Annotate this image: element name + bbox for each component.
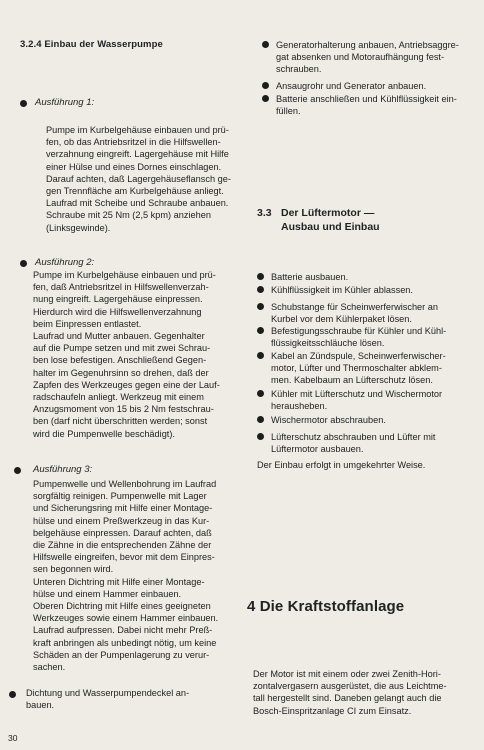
- text-line: sorgfältig reinigen. Pumpenwelle mit Lager: [33, 491, 207, 502]
- text-line: hülse und einem Preßwerkzeug in das Kur-: [33, 515, 210, 526]
- text-line: fen, daß Antriebsritzel in Hilfswellenverzah-: [33, 282, 209, 293]
- text-line: Befestigungsschraube für Kühler und Kühl-: [271, 326, 447, 336]
- text-line: fen, ob das Antriebsritzel in die Hilfswellen-: [46, 137, 221, 148]
- final-step-text: [26, 687, 251, 711]
- list-item-text: [276, 93, 484, 117]
- text-line: verzahnung eingreift. Lagergehäuse mit Hilfe: [46, 149, 229, 160]
- text-line: motor, Lüfter und Thermoschalter abklem-: [271, 363, 442, 374]
- variant-1-label: Ausführung 1:: [35, 97, 95, 108]
- text-line: füllen.: [276, 106, 301, 117]
- text-line: Pumpenwelle und Wellenbohrung im Laufrad: [33, 479, 217, 489]
- text-line: gat absenken und Motoraufhängung fest-: [276, 52, 445, 63]
- list-item-text: [271, 325, 484, 349]
- text-line: Schubstange für Scheinwerferwischer an: [271, 302, 438, 312]
- text-line: beim Einpressen entlastet.: [33, 318, 142, 329]
- bullet-icon: [257, 286, 264, 293]
- list-item: [257, 301, 484, 325]
- text-line: Der Motor ist mit einem oder zwei Zenith-Hori-: [253, 669, 441, 679]
- text-line: gen Trennfläche am Kurbelgehäuse anliegt.: [46, 186, 224, 197]
- closing-text: Der Einbau erfolgt in umgekehrter Weise.: [257, 460, 426, 470]
- text-line: halter im Gegenuhrsinn so drehen, daß der: [33, 367, 209, 378]
- text-line: die Zähne in die entsprechenden Zähne der: [33, 540, 212, 551]
- text-line: Hierdurch wird die Hilfswellenverzahnung: [33, 306, 202, 317]
- list-item-text: [276, 39, 484, 76]
- list-item-text: [271, 271, 484, 283]
- text-line: nung eingreift. Lagergehäuse einpressen.: [33, 294, 203, 305]
- list-item: [262, 80, 484, 92]
- bullet-icon: [257, 416, 264, 423]
- bullet-icon: [257, 390, 264, 397]
- list-item-text: [271, 350, 484, 387]
- bullet-icon: [14, 467, 21, 474]
- text-line: und Sicherungsring mit Hilfe einer Montage-: [33, 503, 213, 514]
- chapter-title: 4 Die Kraftstoffanlage: [247, 598, 405, 615]
- page-number: 30: [8, 733, 18, 743]
- section-title-line-1: Der Lüftermotor —: [281, 207, 375, 219]
- text-line: Pumpe im Kurbelgehäuse einbauen und prü-: [33, 270, 216, 280]
- variant-2-text: [33, 269, 251, 440]
- text-line: Hilfswelle eingreifen, bevor mit dem Einpres-: [33, 552, 215, 563]
- text-line: Bosch-Einspritzanlage CI zum Einsatz.: [253, 705, 412, 716]
- list-item: [262, 39, 484, 76]
- variant-3-text: [33, 478, 251, 673]
- bullet-icon: [257, 352, 264, 359]
- list-item-text: [271, 414, 484, 426]
- list-item-text: [271, 431, 484, 455]
- text-line: Kühlflüssigkeit im Kühler ablassen.: [271, 285, 413, 295]
- text-line: Pumpe im Kurbelgehäuse einbauen und prü-: [46, 125, 229, 135]
- text-line: einer Hülse und eines Dornes einschlagen.: [46, 161, 222, 172]
- text-line: ben (darf nicht überschritten werden; sonst: [33, 416, 208, 427]
- text-line: Schraube mit 25 Nm (2,5 kpm) anziehen: [46, 210, 211, 221]
- bullet-icon: [257, 273, 264, 280]
- variant-2-label: Ausführung 2:: [35, 257, 95, 268]
- variant-1-text: [46, 124, 251, 234]
- text-line: Lüftermotor ausbauen.: [271, 444, 364, 455]
- text-line: (Linksgewinde).: [46, 222, 111, 233]
- list-item: [257, 388, 484, 412]
- list-item: [257, 284, 484, 296]
- text-line: Kurbel vor dem Kühlerpaket lösen.: [271, 314, 412, 325]
- text-line: Darauf achten, daß Lagergehäuseflansch ge-: [46, 173, 231, 184]
- bullet-icon: [262, 82, 269, 89]
- bullet-icon: [20, 260, 27, 267]
- bullet-icon: [20, 100, 27, 107]
- text-line: Laufrad und Mutter anbauen. Gegenhalter: [33, 331, 205, 342]
- text-line: Anzugsmoment von 15 bis 2 Nm festschrau-: [33, 404, 214, 415]
- text-line: Batterie anschließen und Kühlflüssigkeit ein-: [276, 94, 457, 104]
- text-line: Schäden an der Pumpenlagerung zu verur-: [33, 649, 210, 660]
- variant-3-label: Ausführung 3:: [33, 464, 93, 475]
- text-line: kraft anbringen als unbedingt nötig, um keine: [33, 637, 217, 648]
- bullet-icon: [262, 95, 269, 102]
- bullet-icon: [257, 303, 264, 310]
- text-line: zontalvergasern ausgerüstet, die aus Leichtme-: [253, 681, 447, 692]
- list-item: [257, 414, 484, 426]
- list-item: [257, 271, 484, 283]
- list-item-text: [271, 284, 484, 296]
- text-line: wird die Pumpenwelle beschädigt).: [33, 428, 175, 439]
- text-line: auf die Pumpe setzen und mit zwei Schrau-: [33, 343, 211, 354]
- text-line: Oberen Dichtring mit Hilfe eines geeigneten: [33, 601, 211, 612]
- text-line: sachen.: [33, 662, 66, 673]
- text-line: ben lose befestigen. Anschließend Gegen-: [33, 355, 207, 366]
- text-line: Kühler mit Lüfterschutz und Wischermotor: [271, 389, 443, 399]
- text-line: sen begonnen wird.: [33, 564, 114, 575]
- section-heading-3-2-4: 3.2.4 Einbau der Wasserpumpe: [20, 39, 163, 50]
- list-item: [257, 325, 484, 349]
- text-line: flüssigkeitsschläuche lösen.: [271, 338, 385, 349]
- text-line: radschaufeln anliegt. Werkzeug mit einem: [33, 392, 204, 403]
- text-line: Laufrad aufpressen. Dabei nicht mehr Preß-: [33, 625, 213, 636]
- text-line: bauen.: [26, 700, 55, 711]
- text-line: herausheben.: [271, 401, 328, 412]
- text-line: tall hergestellt sind. Daneben gelangt auch die: [253, 693, 442, 704]
- text-line: Dichtung und Wasserpumpendeckel an-: [26, 688, 190, 698]
- text-line: belgehäuse einpressen. Darauf achten, daß: [33, 527, 212, 538]
- text-line: schrauben.: [276, 64, 322, 75]
- text-line: Generatorhalterung anbauen, Antriebsaggre-: [276, 40, 459, 50]
- bullet-icon: [257, 327, 264, 334]
- bullet-icon: [262, 41, 269, 48]
- section-title-line-2: Ausbau und Einbau: [281, 221, 380, 233]
- text-line: men. Kabelbaum an Lüfterschutz lösen.: [271, 375, 433, 386]
- list-item-text: [271, 388, 484, 412]
- text-line: Batterie ausbauen.: [271, 272, 349, 282]
- bullet-icon: [9, 691, 16, 698]
- list-item-text: [276, 80, 484, 92]
- section-number-3-3: 3.3: [257, 207, 272, 219]
- list-item: [257, 350, 484, 387]
- chapter-intro-text: [253, 668, 479, 717]
- text-line: Wischermotor abschrauben.: [271, 415, 386, 425]
- text-line: Unteren Dichtring mit Hilfe einer Montage-: [33, 576, 205, 587]
- list-item-text: [271, 301, 484, 325]
- list-item: [262, 93, 484, 117]
- list-item: [257, 431, 484, 455]
- text-line: Zapfen des Werkzeuges gegen eine der Lauf-: [33, 379, 220, 390]
- bullet-icon: [257, 433, 264, 440]
- text-line: Kabel an Zündspule, Scheinwerferwischer-: [271, 351, 446, 361]
- text-line: Laufrad mit Scheibe und Schraube anbauen.: [46, 198, 229, 209]
- text-line: hülse und einem Hammer einbauen.: [33, 588, 182, 599]
- text-line: Lüfterschutz abschrauben und Lüfter mit: [271, 432, 436, 442]
- text-line: Werkzeuges sowie einem Hammer einbauen.: [33, 613, 219, 624]
- text-line: Ansaugrohr und Generator anbauen.: [276, 81, 427, 91]
